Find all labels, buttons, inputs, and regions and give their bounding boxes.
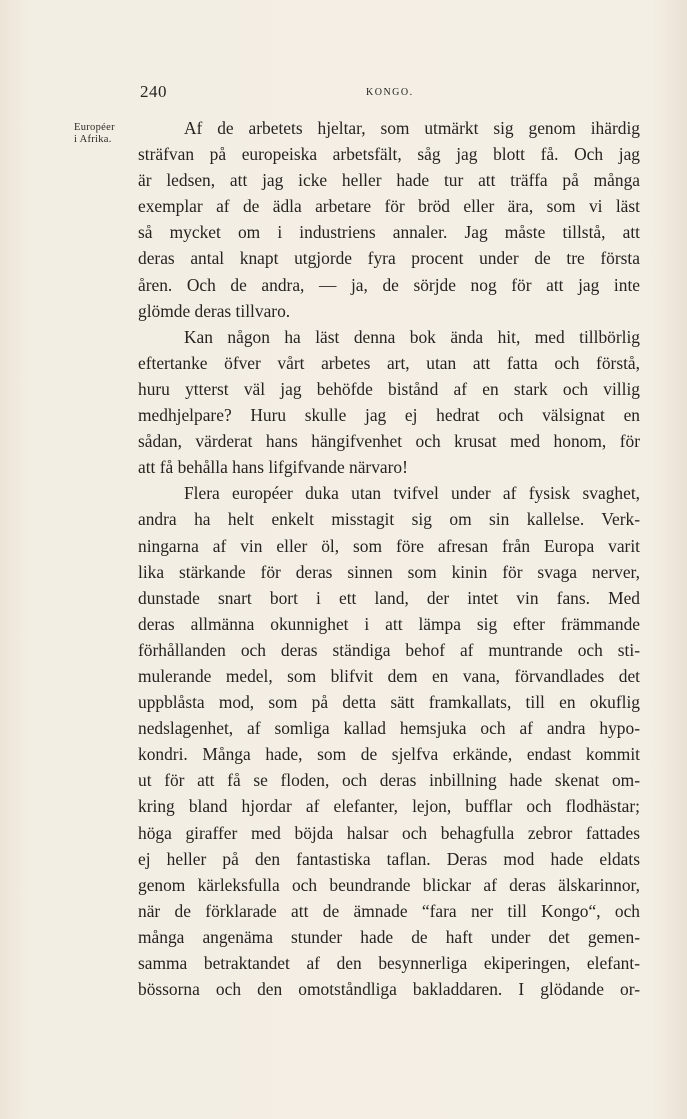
text-line: många angenäma stunder hade de haft under det gemen- — [138, 926, 640, 947]
text-line: eftertanke öfver vårt arbetes art, utan att fatta och förstå, — [138, 352, 640, 373]
running-head: KONGO. — [366, 87, 414, 98]
text-line: bössorna och den omotståndliga bakladdaren. I glödande or- — [138, 979, 640, 1000]
text-line: ut för att få se floden, och deras inbillning hade skenat om- — [138, 770, 640, 791]
text-line: medhjelpare? Huru skulle jag ej hedrat och välsignat en — [138, 405, 640, 426]
text-line: dunstade snart bort i ett land, der intet vin fans. Med — [138, 587, 640, 608]
text-line: så mycket om i industriens annaler. Jag måste tillstå, att — [138, 222, 640, 243]
text-line: lika stärkande för deras sinnen som kinin för svaga nerver, — [138, 561, 640, 582]
text-line: kring bland hjordar af elefanter, lejon, bufflar och flodhästar; — [138, 796, 640, 817]
text-line: sådan, värderat hans hängifvenhet och krusat med honom, för — [138, 431, 640, 452]
text-line: deras antal knapt utgjorde fyra procent under de tre första — [138, 248, 640, 269]
text-line: är ledsen, att jag icke heller hade tur att träffa på många — [138, 170, 640, 191]
text-line: förhållanden och deras ständiga behof af muntrande och sti- — [138, 639, 640, 660]
body-text — [138, 115, 640, 1002]
text-line: höga giraffer med böjda halsar och behagfulla zebror fattades — [138, 822, 640, 843]
text-line: samma betraktandet af den besynnerliga ekiperingen, elefant- — [138, 953, 640, 973]
text-line: genom kärleksfulla och beundrande blickar af deras älskarinnor, — [138, 874, 640, 895]
text-line: att få behålla hans lifgifvande närvaro! — [138, 457, 408, 478]
text-line: sträfvan på europeiska arbetsfält, såg jag blott få. Och jag — [138, 144, 640, 165]
text-line: Af de arbetets hjeltar, som utmärkt sig genom ihärdig — [184, 118, 640, 138]
page-header — [138, 82, 640, 106]
text-line: åren. Och de andra, — ja, de sörjde nog för att jag inte — [138, 274, 640, 295]
text-line: uppblåsta mod, som på detta sätt framkallats, till en okuflig — [138, 692, 640, 713]
text-line: exemplar af de ädla arbetare för bröd eller ära, som vi läst — [138, 196, 640, 217]
text-line: huru ytterst väl jag behöfde bistånd af en stark och villig — [138, 378, 640, 399]
margin-note — [74, 122, 136, 146]
text-line: glömde deras tillvaro. — [138, 300, 291, 321]
text-line: ningarna af vin eller öl, som före afresan från Europa varit — [138, 535, 640, 556]
text-line: deras allmänna okunnighet i att lämpa sig efter främmande — [138, 613, 640, 634]
text-line: när de förklarade att de ämnade “fara ner till Kongo“, och — [138, 900, 640, 921]
margin-note-line: Européer — [74, 122, 115, 133]
text-line: andra ha helt enkelt misstagit sig om sin kallelse. Verk- — [138, 509, 640, 530]
text-line: kondri. Många hade, som de sjelfva erkände, endast kommit — [138, 744, 640, 765]
text-line: Flera européer duka utan tvifvel under af fysisk svaghet, — [184, 483, 640, 504]
margin-note-line: i Afrika. — [74, 134, 112, 145]
text-line: nedslagenhet, af somliga kallad hemsjuka och af andra hypo- — [138, 718, 640, 739]
text-line: Kan någon ha läst denna bok ända hit, med tillbörlig — [184, 326, 640, 347]
text-line: ej heller på den fantastiska taflan. Deras mod hade eldats — [138, 848, 640, 869]
text-line: mulerande medel, som blifvit dem en vana, förvandlades det — [138, 665, 640, 686]
page-number: 240 — [140, 82, 167, 101]
